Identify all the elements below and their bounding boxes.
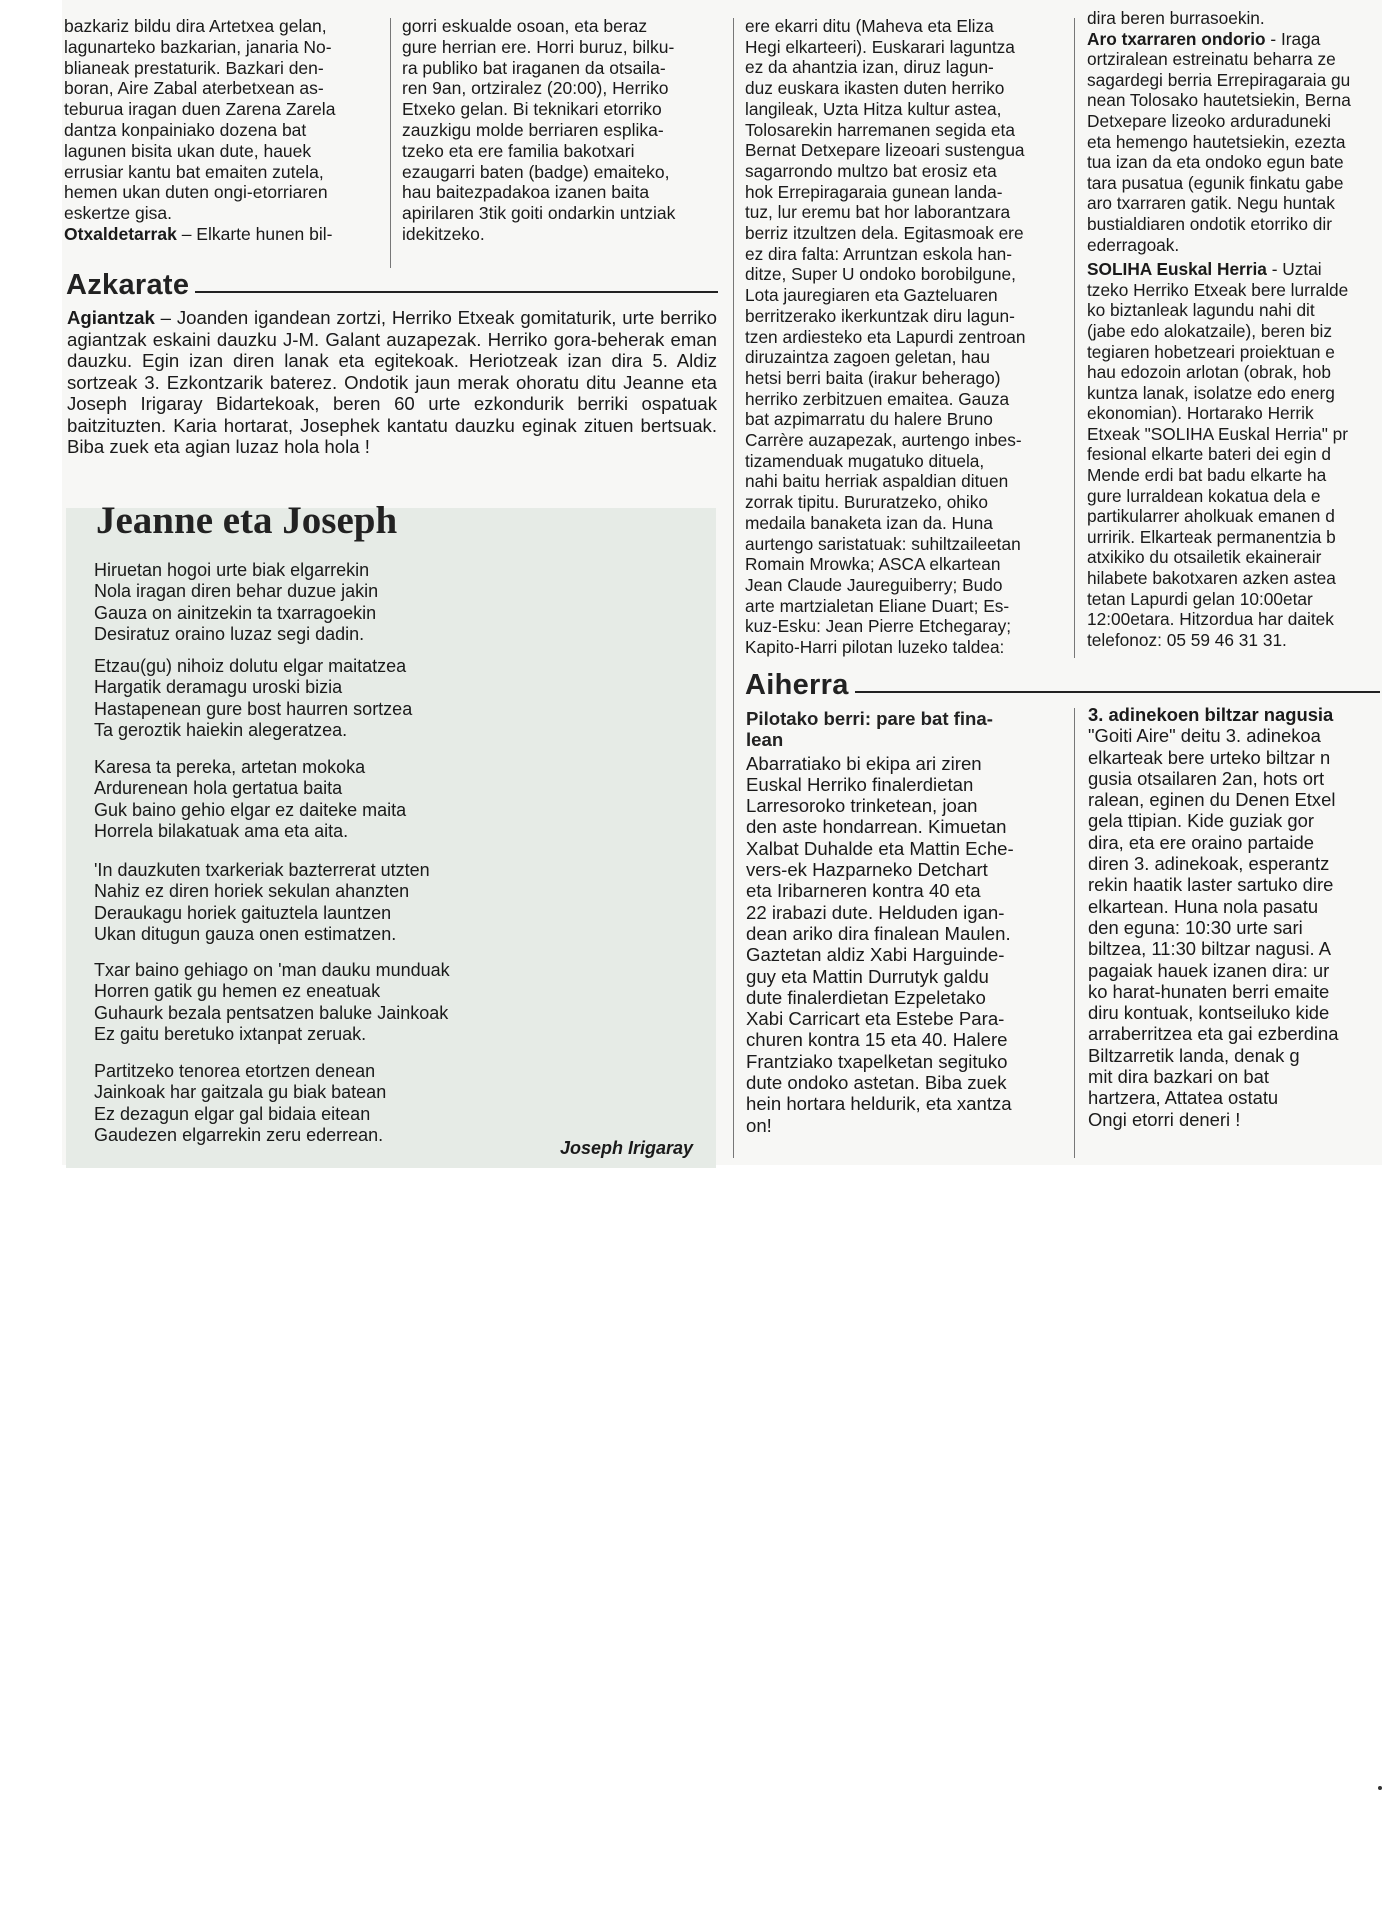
poem-line: Gauza on ainitzekin ta txarragoekin — [94, 602, 377, 623]
poem-line: Etzau(gu) nihoiz dolutu elgar maitatzea — [94, 656, 407, 676]
text-line: churen kontra 15 eta 40. Halere — [746, 1029, 1008, 1051]
text-line: ditze, Super U ondoko borobilgune, — [745, 264, 1016, 285]
text-line: hartzera, Attatea ostatu — [1088, 1087, 1279, 1109]
col4-top-text — [1087, 8, 1387, 650]
text-line: kuntza lanak, isolatze edo energ — [1087, 382, 1335, 403]
aiherra-subhead: Pilotako berri: pare bat fina- lean — [746, 708, 993, 751]
text-line: lagunen bisita ukan dute, hauek — [64, 140, 312, 161]
text-line: fesional elkarte bateri dei egin d — [1087, 444, 1332, 465]
text-line: dute ondoko astetan. Biba zuek — [746, 1072, 1007, 1094]
text-line: kuz-Esku: Jean Pierre Etchegaray; — [745, 616, 1012, 637]
text-line: Romain Mrowka; ASCA elkartean — [745, 554, 1001, 575]
scan-speck — [1378, 1786, 1382, 1790]
text-line: Jean Claude Jaureguiberry; Budo — [745, 574, 1003, 595]
text-line: dantza konpainiako dozena bat — [64, 119, 307, 140]
text-line: sagarrondo multzo bat erosiz eta — [745, 160, 997, 181]
text-line: tuz, lur eremu bat hor laborantzara — [745, 202, 1011, 223]
text-line: tzeko eta ere familia bakotxari — [402, 140, 635, 161]
poem-line: 'In dauzkuten txarkeriak bazterrerat utzten — [94, 860, 430, 880]
text-line: 12:00etara. Hitzordua har daitek — [1087, 609, 1334, 630]
text-line: gure lurraldean kokatua dela e — [1087, 485, 1321, 506]
aro-first: - Iraga — [1265, 28, 1321, 49]
text-line: hein hortara heldurik, eta xantza — [746, 1093, 1012, 1115]
text-line: gorri eskualde osoan, eta beraz — [402, 16, 648, 36]
text-line: herriko zerbitzuen emaitea. Gauza — [745, 388, 1010, 409]
text-line: berritzerako ikerkuntzak diru lagun- — [745, 305, 1015, 326]
poem-line: Guk baino gehio elgar ez daiteke maita — [94, 799, 407, 820]
text-line: "Goiti Aire" deitu 3. adinekoa — [1088, 725, 1321, 747]
text-line: hemen ukan duten ongi-etorriaren — [64, 182, 328, 203]
text-line: tegiaren hobetzeari proiektuan e — [1087, 341, 1335, 362]
text-line: eta Iribarneren kontra 40 eta — [746, 880, 981, 902]
text-line: ko biztanleak lagundu nahi dit — [1087, 300, 1315, 321]
poem-line: Txar baino gehiago on 'man dauku munduak — [94, 960, 450, 980]
poem-line: Hiruetan hogoi urte biak elgarrekin — [94, 560, 370, 580]
text-line: duz euskara ikasten duten herriko — [745, 78, 1005, 99]
poem-line: Hargatik deramagu uroski bizia — [94, 677, 343, 698]
text-line: tizamenduak mugatuko dituela, — [745, 450, 985, 471]
text-line: tara pusatua (egunik finkatu gabe — [1087, 172, 1344, 193]
poem-stanza — [94, 960, 450, 1045]
poem-line: Ta geroztik haiekin alegeratzea. — [94, 719, 348, 740]
text-line: rekin haatik laster sartuko dire — [1088, 874, 1334, 896]
text-line: sagardegi berria Errepiragaraia gu — [1087, 69, 1351, 90]
text-line: hau baitezpadakoa izanen baita — [402, 182, 650, 203]
aiherra-heading: Aiherra — [745, 670, 1380, 700]
text-line: pagaiak hauek izanen dira: ur — [1088, 959, 1330, 981]
text-line: guy eta Mattin Durrutyk galdu — [746, 965, 989, 987]
column-divider — [733, 18, 734, 1158]
text-line: atxikiko du otsailetik ekainerair — [1087, 547, 1322, 568]
poem-line: Guhaurk bezala pentsatzen baluke Jainkoak — [94, 1002, 449, 1023]
text-line: teburua iragan duen Zarena Zarela — [64, 99, 336, 120]
poem-stanza — [94, 1061, 386, 1146]
otxaldetarrak-lead: Otxaldetarrak — [64, 223, 177, 244]
aiherra-article — [746, 708, 1058, 1136]
text-line: Lota jauregiaren eta Gazteluaren — [745, 285, 998, 306]
text-line: Abarratiako bi ekipa ari ziren — [746, 752, 982, 774]
col1-top-text — [64, 16, 376, 245]
text-line: ez dira falta: Arruntzan eskola han- — [745, 243, 1013, 264]
poem-signature: Joseph Irigaray — [560, 1138, 694, 1158]
text-line: ezaugarri baten (badge) emaiteko, — [402, 161, 670, 182]
col4-bottom-article — [1088, 704, 1388, 1130]
poem-stanza — [94, 860, 430, 945]
text-line: mit dira bazkari on bat — [1088, 1066, 1269, 1088]
text-line: Mende erdi bat badu elkarte ha — [1087, 465, 1327, 486]
text-line: eskertze gisa. — [64, 203, 172, 224]
text-line: bat azpimarratu du halere Bruno — [745, 409, 993, 430]
poem-line: Deraukagu horiek gaituztela launtzen — [94, 902, 392, 923]
poem-stanza — [94, 757, 406, 842]
text-line: Etxeko gelan. Bi teknikari etorriko — [402, 99, 662, 120]
poem-stanza — [94, 656, 412, 741]
text-line: hetsi berri baita (irakur beherago) — [745, 367, 1001, 388]
text-line: Hegi elkarteeri). Euskarari laguntza — [745, 36, 1015, 57]
text-line: eta hemengo hautetsiekin, ezezta — [1087, 131, 1346, 152]
text-line: tua izan da eta ondoko egun bate — [1087, 152, 1344, 173]
agiantzak-lead: Agiantzak — [67, 307, 155, 328]
text-line: biltzea, 11:30 biltzar nagusi. A — [1088, 938, 1331, 960]
soliha-lead: SOLIHA Euskal Herria — [1087, 259, 1267, 280]
text-line: nean Tolosako hautetsiekin, Berna — [1087, 90, 1351, 111]
text-line: Kapito-Harri pilotan luzeko taldea: — [745, 637, 1005, 658]
poem-line: Horren gatik gu hemen ez eneatuak — [94, 981, 381, 1002]
column-divider — [1074, 18, 1075, 658]
text-line: Larresoroko trinketean, joan — [746, 795, 978, 817]
col4-first-line: dira beren burrasoekin. — [1087, 8, 1265, 28]
text-line: diren 3. adinekoak, esperantz — [1088, 853, 1330, 875]
text-line: elkartean. Huna nola pasatu — [1088, 895, 1319, 917]
text-line: arte martzialetan Eliane Duart; Es- — [745, 595, 1010, 616]
text-line: tzeko Herriko Etxeak bere lurralde — [1087, 279, 1349, 300]
text-line: bazkariz bildu dira Artetxea gelan, — [64, 16, 327, 36]
text-line: idekitzeko. — [402, 223, 485, 244]
text-line: blianeak prestaturik. Bazkari den- — [64, 57, 324, 78]
text-line: ra publiko bat iraganen da otsaila- — [402, 57, 666, 78]
aro-lead: Aro txarraren ondorio — [1087, 28, 1266, 49]
poem-line: Ez gaitu beretuko ixtanpat zeruak. — [94, 1023, 367, 1044]
poem-line: Horrela bilakatuak ama eta aita. — [94, 820, 349, 841]
text-line: zauzkigu molde berriaren esplika- — [402, 119, 664, 140]
text-line: berriz itzultzen dela. Egitasmoak ere — [745, 223, 1024, 244]
text-line: apirilaren 3tik goiti ondarkin untziak — [402, 203, 676, 224]
text-line: partikularrer aholkuak emanen d — [1087, 506, 1335, 527]
text-line: Euskal Herriko finalerdietan — [746, 773, 974, 795]
text-line: dira, eta ere oraino partaide — [1088, 831, 1314, 853]
text-line: ko harat-hunaten berri emaite — [1088, 980, 1330, 1002]
poem-line: Karesa ta pereka, artetan mokoka — [94, 757, 366, 777]
text-line: diruzaintza zagoen geletan, hau — [745, 347, 991, 368]
text-line: den aste hondarrean. Kimuetan — [746, 816, 1007, 838]
poem-line: Ardurenean hola gertatua baita — [94, 778, 343, 799]
text-line: ralean, eginen du Denen Etxel — [1088, 789, 1336, 811]
poem-line: Hastapenean gure bost haurren sortzea — [94, 698, 413, 719]
column-divider — [390, 18, 391, 268]
poem-line: Jainkoak har gaitzala gu biak batean — [94, 1082, 387, 1103]
text-line: hok Errepiragaraia gunean landa- — [745, 181, 1003, 202]
text-line: gusia otsailaren 2an, hots ort — [1088, 767, 1325, 789]
text-line: nahi baitu herriak aspaldian dituen — [745, 471, 1009, 492]
text-line: arraberritzea eta gai ezberdina — [1088, 1023, 1339, 1045]
text-line: Tolosarekin harremanen segida eta — [745, 119, 1015, 140]
poem-stanza — [94, 560, 378, 645]
text-line: on! — [746, 1114, 772, 1136]
azkarate-heading: Azkarate — [66, 270, 718, 300]
text-line: ren 9an, ortziralez (20:00), Herriko — [402, 78, 669, 99]
col2-top-text — [402, 16, 720, 245]
text-line: Ongi etorri deneri ! — [1088, 1108, 1241, 1130]
text-line: hilabete bakotxaren azken astea — [1087, 568, 1336, 589]
text-line: urririk. Elkarteak permanentzia b — [1087, 526, 1336, 547]
text-line: ortziralean estreinatu beharra ze — [1087, 49, 1336, 70]
text-line: Xabi Carricart eta Estebe Para- — [746, 1008, 1005, 1030]
text-line: boran, Aire Zabal aterbetxean as- — [64, 78, 324, 99]
text-line: zorrak tipitu. Bururatzeko, ohiko — [745, 492, 989, 513]
soliha-first: - Uztai — [1266, 259, 1322, 280]
text-line: diru kontuak, kontseiluko kide — [1088, 1002, 1330, 1024]
text-line: telefonoz: 05 59 46 31 31. — [1087, 629, 1287, 650]
text-line: ekonomian). Hortarako Herrik — [1087, 403, 1314, 424]
text-line: Bernat Detxepare lizeoari sustengua — [745, 140, 1025, 161]
text-line: medaila banaketa izan da. Huna — [745, 512, 993, 533]
text-line: lagunarteko bazkarian, janaria No- — [64, 36, 332, 57]
text-line: den eguna: 10:30 urte sari — [1088, 916, 1303, 938]
text-line: Detxepare lizeoko arduraduneki — [1087, 110, 1332, 131]
poem-line: Nahiz ez diren horiek sekulan ahanzten — [94, 881, 410, 902]
text-line: aro txarraren gatik. Negu huntak — [1087, 193, 1335, 214]
text-line: ere ekarri ditu (Maheva eta Eliza — [745, 16, 994, 36]
poem-line: Ez dezagun elgar gal bidaia eitean — [94, 1103, 371, 1124]
text-line: tetan Lapurdi gelan 10:00etar — [1087, 588, 1313, 609]
text-line: gela ttipian. Kide guziak gor — [1088, 810, 1314, 832]
otxaldetarrak-text: – Elkarte hunen bil- — [176, 223, 333, 244]
text-line: Xalbat Duhalde eta Mattin Eche- — [746, 837, 1014, 859]
poem-title: Jeanne eta Joseph — [96, 499, 398, 542]
text-line: aurtengo saristatuak: suhiltzaileetan — [745, 533, 1021, 554]
text-line: bustialdiaren ondotik etorriko dir — [1087, 213, 1332, 234]
poem-line: Desiratuz oraino luzaz segi dadin. — [94, 623, 365, 644]
text-line: dute finalerdietan Ezpeletako — [746, 986, 986, 1008]
text-line: elkarteak bere urteko biltzar n — [1088, 746, 1331, 768]
text-line: dean ariko dira finalean Maulen. — [746, 922, 1011, 944]
col3-top-text — [745, 16, 1052, 658]
text-line: langileak, Uzta Hitza kultur astea, — [745, 98, 1002, 119]
text-line: 22 irabazi dute. Helduden igan- — [746, 901, 1005, 923]
text-line: Frantziako txapelketan segituko — [746, 1050, 1008, 1072]
text-line: errusiar kantu bat emaiten zutela, — [64, 161, 324, 182]
text-line: hau edozoin arlotan (obrak, hob — [1087, 362, 1332, 383]
azkarate-article — [67, 307, 717, 458]
text-line: vers-ek Hazparneko Detchart — [746, 859, 988, 881]
column-divider — [1074, 708, 1075, 1158]
text-line: Gaztetan aldiz Xabi Harguinde- — [746, 944, 1005, 966]
text-line: (jabe edo alokatzaile), beren biz — [1087, 320, 1332, 341]
biltzar-subhead: 3. adinekoen biltzar nagusia — [1088, 704, 1334, 725]
poem-line: Nola iragan diren behar duzue jakin — [94, 581, 379, 602]
poem-line: Ukan ditugun gauza onen estimatzen. — [94, 923, 397, 944]
agiantzak-text: – Joanden igandean zortzi, Herriko Etxeak gomitaturik, urte berriko agiantzak eskaini dauzku J-M. Galant auzapezak. Herriko gora-beherak eman dauzku. Egin izan diren lanak eta egitekoak. Heriotzeak izan dira 5. Aldiz sortzeak 3. Ezkontzarik baterez. Ondotik jaun merak ohoratu ditu Jeanne eta Joseph Irigaray Bidartekoak, beren 60 urte ezkondurik berriki ospatuak baitzituzten. Karia hortarat, Josephek kantatu dauzku eginak zituen bertsuak. Biba zuek eta agian luzaz hola hola ! — [67, 307, 717, 457]
text-line: Etxeak "SOLIHA Euskal Herria" pr — [1087, 423, 1349, 444]
text-line: ederragoak. — [1087, 234, 1180, 255]
text-line: Carrère auzapezak, aurtengo inbes- — [745, 430, 1022, 451]
poem-line: Gaudezen elgarrekin zeru ederrean. — [94, 1124, 384, 1145]
text-line: gure herrian ere. Horri buruz, bilku- — [402, 36, 675, 57]
text-line: ez da ahantzia izan, diruz lagun- — [745, 57, 994, 78]
poem-line: Partitzeko tenorea etortzen denean — [94, 1061, 376, 1081]
text-line: Biltzarretik landa, denak g — [1088, 1044, 1300, 1066]
text-line: tzen ardiesteko eta Lapurdi zentroan — [745, 326, 1026, 347]
